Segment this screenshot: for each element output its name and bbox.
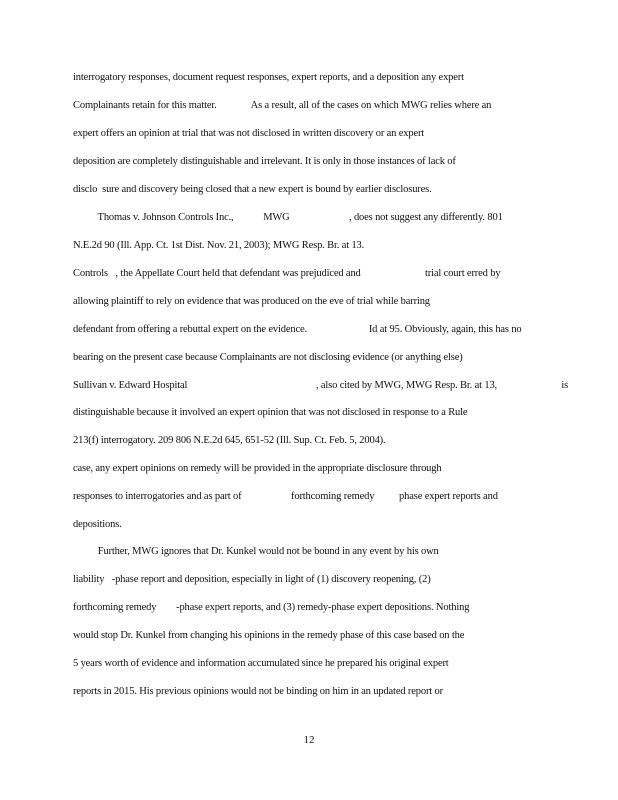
text-line: Further, MWG ignores that Dr. Kunkel would not be bound in any event by his own <box>73 546 439 557</box>
text-line: forthcoming remedy -phase expert reports, and (3) remedy-phase expert depositions. Nothing <box>73 602 470 613</box>
text-line: Sullivan v. Edward Hospital , also cited by MWG, MWG Resp. Br. at 13, is <box>73 380 569 391</box>
text-line: Thomas v. Johnson Controls Inc., MWG , does not suggest any differently. 801 <box>73 212 503 223</box>
text-line: would stop Dr. Kunkel from changing his opinions in the remedy phase of this case based on the <box>73 630 465 641</box>
text-line: liability -phase report and deposition, especially in light of (1) discovery reopening, (2) <box>73 574 431 585</box>
text-line: reports in 2015. His previous opinions would not be binding on him in an updated report or <box>73 686 443 697</box>
text-line: case, any expert opinions on remedy will be provided in the appropriate disclosure through <box>73 463 442 474</box>
text-line: expert offers an opinion at trial that was not disclosed in written discovery or an expert <box>73 128 425 139</box>
page-number: 12 <box>303 734 315 746</box>
text-line: Complainants retain for this matter. As a result, all of the cases on which MWG relies where an <box>73 100 492 111</box>
text-line: defendant from offering a rebuttal expert on the evidence. Id at 95. Obviously, again, this has no <box>73 324 522 335</box>
text-line: N.E.2d 90 (Ill. App. Ct. 1st Dist. Nov. 21, 2003); MWG Resp. Br. at 13. <box>73 240 365 251</box>
text-line: Controls , the Appellate Court held that defendant was prejudiced and trial court erred by <box>73 268 501 279</box>
text-line: allowing plaintiff to rely on evidence that was produced on the eve of trial while barring <box>73 296 430 307</box>
text-line: 5 years worth of evidence and information accumulated since he prepared his original expert <box>73 658 449 669</box>
text-line: disclo sure and discovery being closed that a new expert is bound by earlier disclosures. <box>73 184 432 195</box>
text-line: interrogatory responses, document request responses, expert reports, and a deposition any expert <box>73 72 464 83</box>
text-line: deposition are completely distinguishable and irrelevant. It is only in those instances of lack of <box>73 156 456 167</box>
text-line: 213(f) interrogatory. 209 806 N.E.2d 645, 651-52 (Ill. Sup. Ct. Feb. 5, 2004). <box>73 435 386 446</box>
text-line: distinguishable because it involved an expert opinion that was not disclosed in response to a Rule <box>73 407 468 418</box>
text-line: depositions. <box>73 519 122 530</box>
text-line: responses to interrogatories and as part of forthcoming remedy phase expert reports and <box>73 491 498 502</box>
text-line: bearing on the present case because Complainants are not disclosing evidence (or anything else) <box>73 352 463 363</box>
